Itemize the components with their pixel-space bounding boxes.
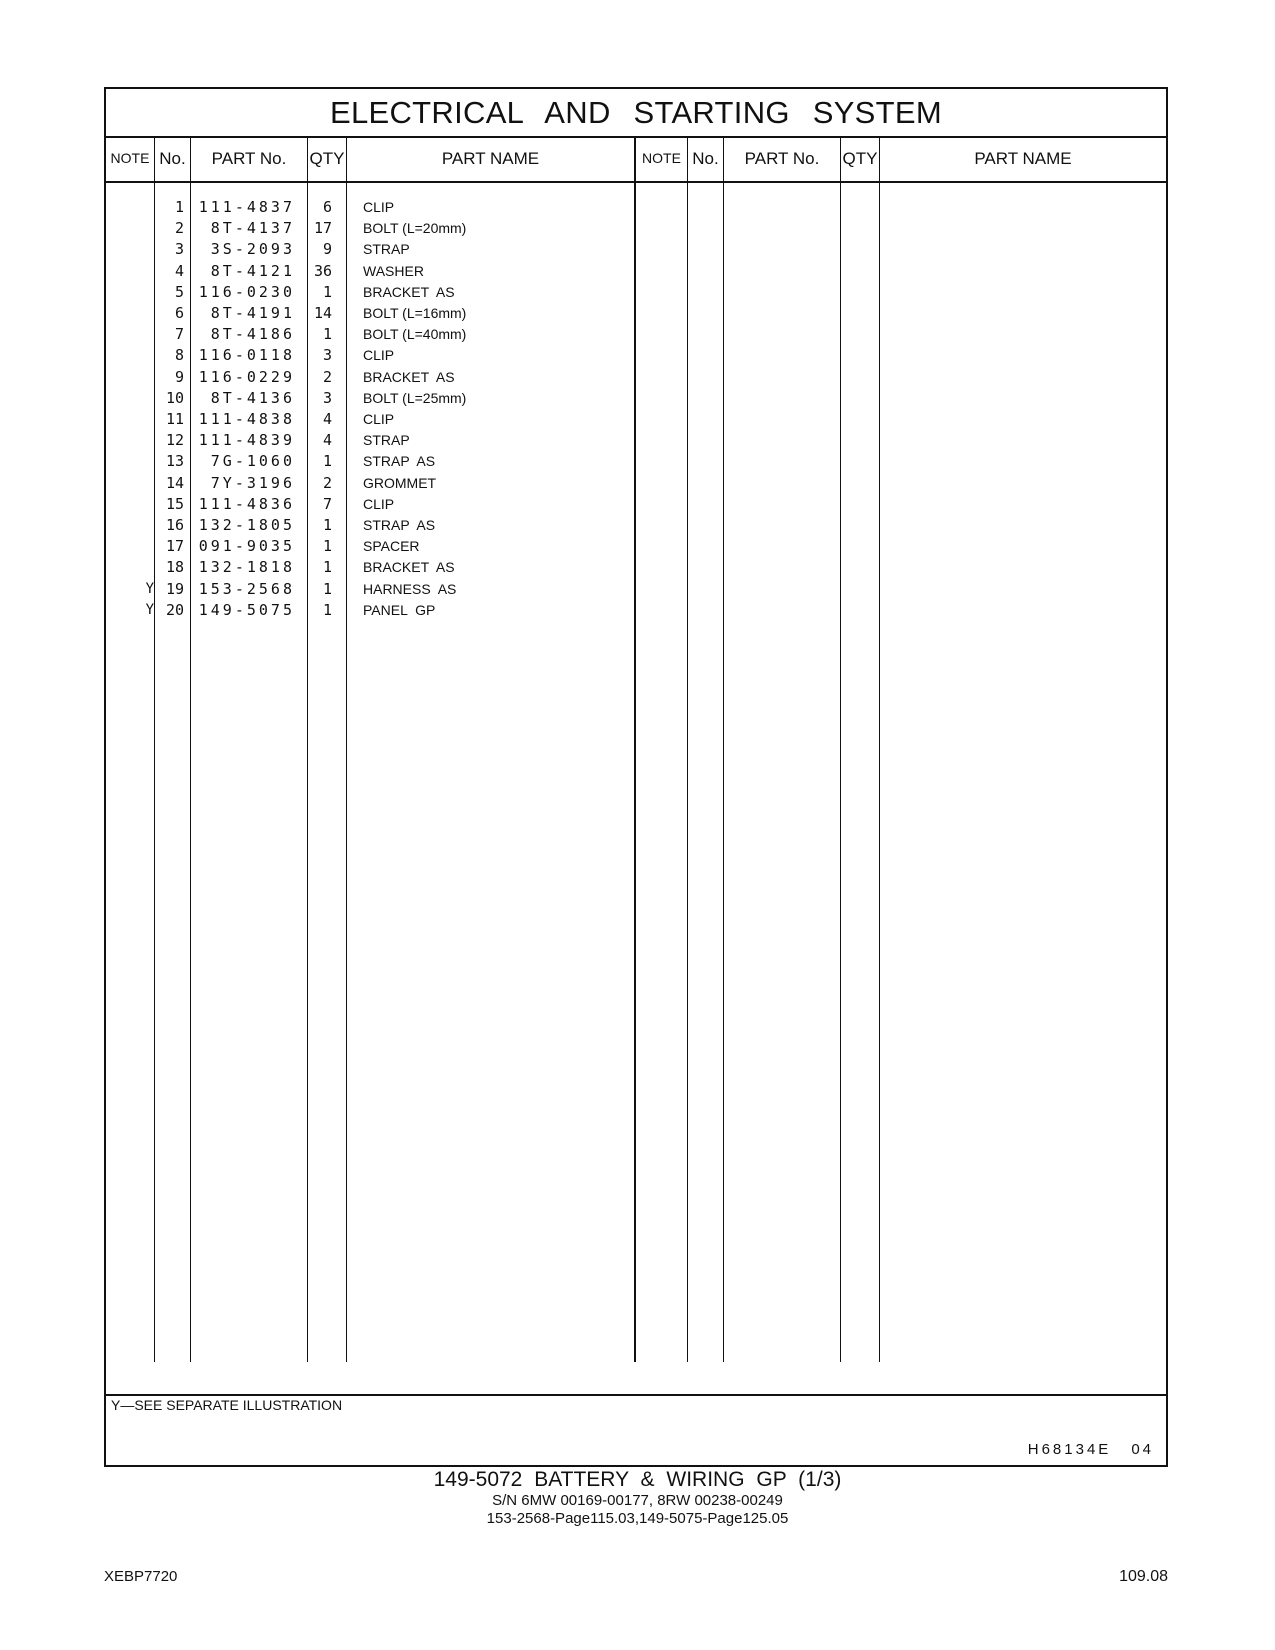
- header-note-right: NOTE: [642, 150, 681, 166]
- page-number: 109.08: [1119, 1568, 1168, 1585]
- row-part-number: 8T-4186: [210, 325, 295, 344]
- footer-divider: [106, 1394, 1166, 1396]
- column-divider: [840, 136, 841, 1362]
- row-part-name: CLIP: [363, 495, 395, 512]
- table-row: [106, 578, 636, 600]
- row-quantity: 1: [322, 516, 332, 534]
- table-row: [106, 238, 636, 260]
- column-divider: [687, 136, 688, 1362]
- column-divider: [879, 136, 880, 1362]
- row-part-name: HARNESS AS: [363, 580, 457, 597]
- row-quantity: 3: [322, 388, 332, 407]
- row-quantity: 4: [322, 431, 332, 450]
- row-part-number: 8T-4191: [210, 304, 295, 322]
- row-part-name: WASHER: [363, 262, 424, 279]
- row-part-number: 091-9035: [198, 537, 295, 556]
- row-part-number: 8T-4136: [210, 388, 295, 407]
- header-note-left: NOTE: [110, 150, 150, 166]
- code-left: H68134E: [1027, 1441, 1112, 1458]
- row-note: Y: [145, 580, 154, 597]
- row-item-number: 19: [165, 579, 184, 598]
- page-title: ELECTRICAL AND STARTING SYSTEM: [106, 89, 1166, 138]
- row-part-number: 7G-1060: [210, 452, 295, 471]
- parts-table-frame: [104, 87, 1168, 1467]
- row-part-name: STRAP AS: [363, 517, 436, 533]
- row-part-number: 3S-2093: [210, 240, 295, 259]
- header-no-right: No.: [692, 149, 719, 168]
- row-quantity: 14: [313, 304, 332, 322]
- row-item-number: 18: [165, 558, 184, 577]
- row-part-number: 8T-4137: [210, 219, 295, 238]
- row-part-number: 111-4839: [198, 431, 295, 450]
- row-part-name: CLIP: [363, 199, 395, 215]
- row-item-number: 16: [165, 516, 184, 534]
- row-part-name: STRAP: [363, 432, 410, 449]
- row-item-number: 3: [174, 240, 184, 259]
- row-part-name: BOLT (L=40mm): [363, 326, 467, 343]
- row-part-number: 8T-4121: [210, 261, 295, 280]
- header-no-left: No.: [159, 149, 186, 168]
- row-quantity: 7: [322, 494, 332, 513]
- row-item-number: 13: [165, 452, 184, 471]
- row-item-number: 14: [165, 473, 184, 492]
- header-qty-left: QTY: [309, 149, 345, 168]
- table-row: [106, 323, 636, 345]
- table-row: [106, 472, 636, 494]
- row-quantity: 6: [322, 198, 332, 216]
- row-part-number: 116-0229: [198, 367, 295, 386]
- row-part-number: 116-0118: [198, 346, 295, 365]
- table-row: [106, 387, 636, 409]
- row-part-number: 132-1818: [198, 558, 295, 577]
- row-item-number: 2: [174, 219, 184, 238]
- row-part-name: GROMMET: [363, 474, 437, 491]
- row-part-number: 116-0230: [198, 282, 295, 301]
- header-part-name-left: PART NAME: [441, 149, 540, 168]
- table-row: [106, 408, 636, 430]
- row-quantity: 36: [313, 261, 332, 280]
- row-quantity: 9: [322, 240, 332, 259]
- row-part-number: 7Y-3196: [210, 473, 295, 492]
- row-quantity: 4: [322, 410, 332, 428]
- row-part-name: BOLT (L=20mm): [363, 220, 467, 237]
- table-row: [106, 556, 636, 578]
- row-note: Y: [145, 601, 154, 618]
- table-row: [106, 260, 636, 282]
- row-part-name: BOLT (L=16mm): [363, 305, 467, 321]
- row-item-number: 15: [165, 494, 184, 513]
- table-row: [106, 429, 636, 451]
- row-item-number: 11: [165, 410, 184, 428]
- row-part-number: 153-2568: [198, 579, 295, 598]
- row-part-name: SPACER: [363, 538, 420, 555]
- row-part-name: BRACKET AS: [363, 283, 455, 300]
- row-quantity: 2: [322, 473, 332, 492]
- row-quantity: 3: [322, 346, 332, 365]
- table-row: [106, 599, 636, 621]
- table-row: [106, 196, 636, 218]
- row-item-number: 9: [174, 367, 184, 386]
- row-part-name: STRAP AS: [363, 453, 436, 470]
- row-item-number: 10: [165, 388, 184, 407]
- row-part-name: BRACKET AS: [363, 368, 455, 385]
- row-part-name: PANEL GP: [363, 601, 436, 618]
- header-qty-right: QTY: [842, 149, 878, 168]
- table-row: [106, 514, 636, 536]
- table-row: [106, 344, 636, 366]
- row-item-number: 17: [165, 537, 184, 556]
- row-item-number: 1: [174, 198, 184, 216]
- document-id: XEBP7720: [104, 1568, 178, 1585]
- table-row: [106, 217, 636, 239]
- footnote: Y—SEE SEPARATE ILLUSTRATION: [111, 1397, 343, 1413]
- caption-title: 149-5072 BATTERY & WIRING GP (1/3): [433, 1468, 842, 1491]
- row-quantity: 1: [322, 537, 332, 556]
- row-item-number: 12: [165, 431, 184, 450]
- row-item-number: 7: [174, 325, 184, 344]
- row-item-number: 20: [165, 600, 184, 619]
- row-item-number: 8: [174, 346, 184, 365]
- row-quantity: 1: [322, 579, 332, 598]
- row-part-name: CLIP: [363, 347, 395, 364]
- table-row: [106, 366, 636, 388]
- row-item-number: 6: [174, 304, 184, 322]
- header-part-no-right: PART No.: [744, 149, 820, 168]
- row-part-name: STRAP: [363, 241, 410, 258]
- row-item-number: 5: [174, 282, 184, 301]
- table-header: [106, 136, 1166, 183]
- table-row: [106, 302, 636, 324]
- illustration-code: [1008, 1441, 1154, 1458]
- row-part-number: 111-4837: [198, 198, 295, 216]
- row-part-name: BRACKET AS: [363, 559, 455, 576]
- row-part-name: CLIP: [363, 411, 395, 427]
- caption-serial: S/N 6MW 00169-00177, 8RW 00238-00249: [492, 1492, 783, 1509]
- caption-references: 153-2568-Page115.03,149-5075-Page125.05: [486, 1510, 789, 1527]
- row-quantity: 1: [322, 452, 332, 471]
- table-row: [106, 493, 636, 515]
- row-quantity: 1: [322, 600, 332, 619]
- row-item-number: 4: [174, 261, 184, 280]
- row-part-name: BOLT (L=25mm): [363, 389, 467, 406]
- row-part-number: 149-5075: [198, 600, 295, 619]
- code-right: 04: [1131, 1441, 1154, 1458]
- table-row: [106, 450, 636, 472]
- row-part-number: 111-4836: [198, 494, 295, 513]
- header-part-name-right: PART NAME: [974, 149, 1072, 168]
- row-part-number: 132-1805: [198, 516, 295, 534]
- row-quantity: 1: [322, 282, 332, 301]
- row-quantity: 2: [322, 367, 332, 386]
- row-part-number: 111-4838: [198, 410, 295, 428]
- table-row: [106, 535, 636, 557]
- table-row: [106, 281, 636, 303]
- row-quantity: 1: [322, 325, 332, 344]
- header-part-no-left: PART No.: [211, 149, 287, 168]
- column-divider: [723, 136, 724, 1362]
- row-quantity: 1: [322, 558, 332, 577]
- row-quantity: 17: [313, 219, 332, 238]
